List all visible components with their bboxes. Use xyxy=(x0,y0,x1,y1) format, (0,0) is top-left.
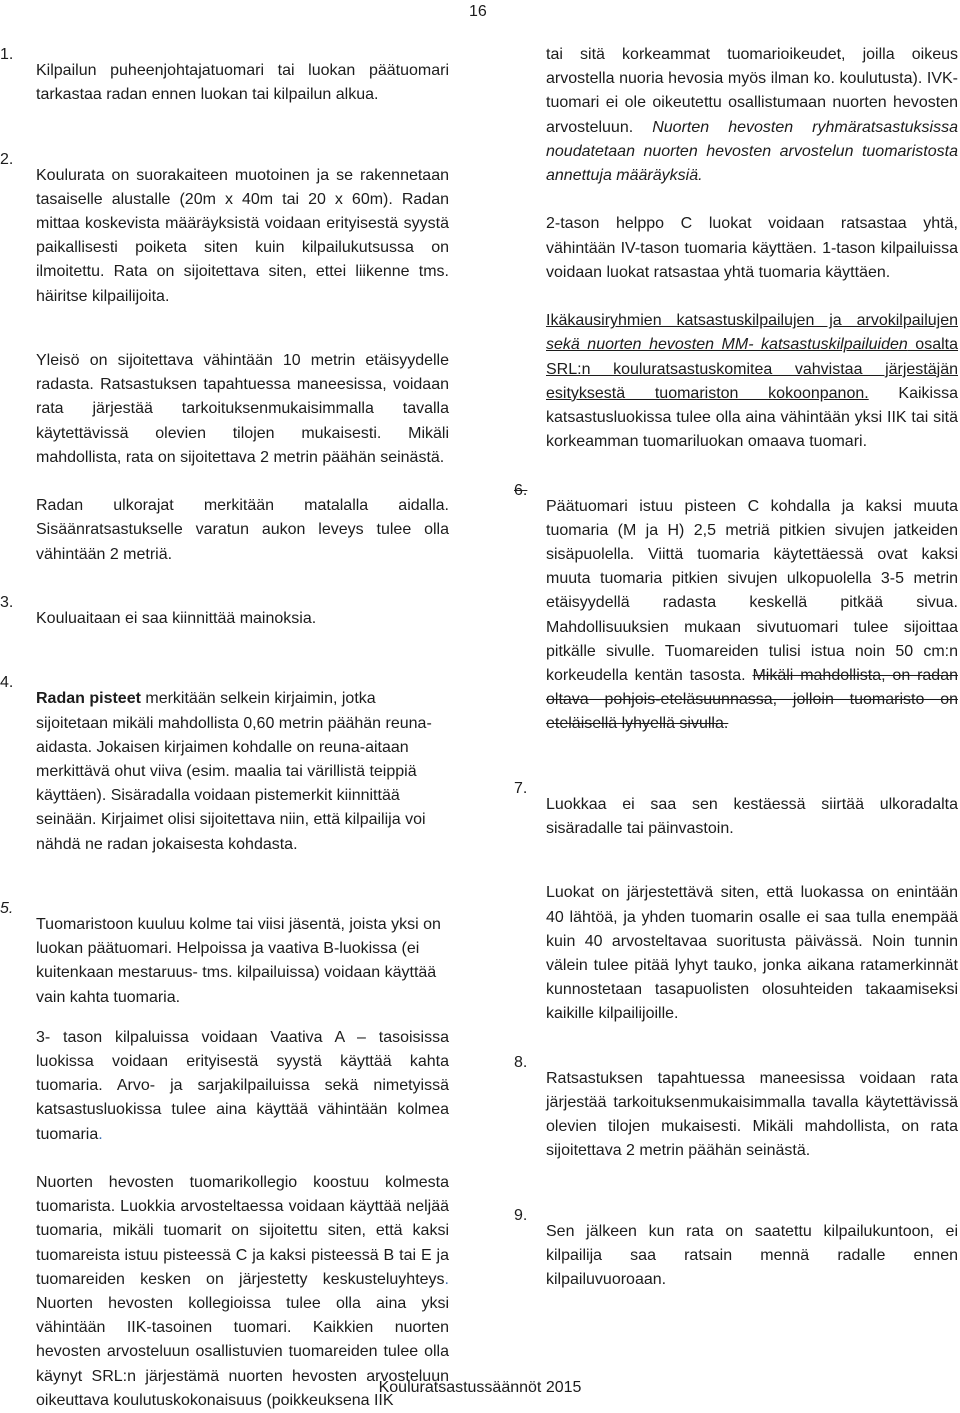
item-text-main: Päätuomari istuu pisteen C kohdalla ja kaksi muuta tuomaria (M ja H) 2,5 metriä pitkien sivujen jatkeiden sisäpuolella. Viittä tuomaria käytettäessä ovat kaksi muuta tuomaria pitkien sivujen ulkopuolella 3-5 metrin etäisyydellä radasta keskellä pitkää sivua. Mahdollisuuksien mukaan sivutuomari tulee sijoittaa pitkälle sivulle. Tuomareiden tulisi istua noin 50 cm:n korkeudella kentän tasosta. xyxy=(546,497,958,685)
item-text: Tuomaristoon kuuluu kolme tai viisi jäsentä, joista yksi on luokan päätuomari. Helpoissa ja vaativa B-luokissa (ei kuitenkaan mestaruus- tms. kilpailuissa) voidaan käyttää vain kahta tuomaria. xyxy=(36,916,441,1006)
item-text: Kouluaitaan ei saa kiinnittää mainoksia. xyxy=(36,610,317,627)
right-column xyxy=(514,43,958,1308)
item-number: 8. xyxy=(514,1053,528,1071)
item-5-championship-paragraph xyxy=(514,309,958,454)
struck-text: Mikäli mahdollista, on radan oltava pohjois-eteläsuunnassa, jolloin tuomaristo on eteläisellä lyhyellä sivulla. xyxy=(546,667,958,733)
item-text xyxy=(546,495,958,737)
underlined-italic-text: sekä nuorten hevosten MM- katsastuskilpailuiden xyxy=(546,336,908,354)
rule-item-6 xyxy=(514,479,958,753)
paragraph-text: Kaikissa katsastusluokissa tulee olla aina vähintään yksi IIK tai sitä korkeamman tuomariluokan omaava tuomari. xyxy=(546,384,958,451)
rule-item-7 xyxy=(514,777,958,857)
item-number: 5. xyxy=(0,900,14,917)
item-2-paragraph-3: Radan ulkorajat merkitään matalalla aidalla. Sisäänratsastukselle varatun aukon leveys tulee olla vähintään 2 metriä. xyxy=(36,497,449,563)
item-text xyxy=(36,687,449,856)
item-number: 9. xyxy=(514,1206,528,1224)
item-text-rest: merkitään selkein kirjaimin, jotka sijoitetaan mikäli mahdollista 0,60 metrin päähän reuna-aidasta. Jokaisen kirjaimen kohdalle on reuna-aitaan merkittävä ohut viiva (esim. maalia tai värillistä teippiä käyttäen). Sisäradalla voidaan pistemerkit kiinnittää seinään. Kirjaimet olisi sijoitettava niin, että kilpailija voi nähdä ne radan jokaisesta kohdasta. xyxy=(36,690,432,853)
item-5-paragraph-2 xyxy=(0,1026,449,1147)
page-footer: Kouluratsastussäännöt 2015 xyxy=(378,1379,582,1396)
item-text: Ratsastuksen tapahtuessa maneesissa voidaan rata järjestää tarkoituksenmukaisimmalla tavalla käytettävissä olevien tilojen mukaisesti. Mikäli mahdollista, on rata sijoitettava 2 metrin päähän seinästä. xyxy=(546,1069,958,1160)
underlined-text: osalta SRL:n kouluratsastuskomitea vahvistaa järjestäjän esityksestä tuomariston kokoonpanon. xyxy=(546,336,959,402)
italic-text: Nuorten hevosten ryhmäratsastuksissa noudatetaan nuorten hevosten arvostelun tuomaristosta annettuja määräyksiä. xyxy=(546,118,958,185)
rule-item-1 xyxy=(0,43,449,123)
paragraph-text-rest: Nuorten hevosten kollegioissa tulee olla aina yksi vähintään IIK-tasoinen tuomari. Kaikkien nuorten hevosten arvosteluun osallistuvien tuomareiden tulee olla käynyt SRL:n järjestämä nuorten hevosten arvosteluun oikeuttava koulutuskokonaisuus (poikkeuksena IIK xyxy=(36,1295,449,1409)
item-5-continuation xyxy=(514,43,958,188)
rule-item-8 xyxy=(514,1051,958,1180)
colored-period: . xyxy=(98,1125,103,1143)
item-number: 1. xyxy=(0,46,14,63)
left-column xyxy=(0,43,449,1413)
item-text: Sen jälkeen kun rata on saatettu kilpailukuntoon, ei kilpailija saa ratsain mennä radalle ennen kilpailuvuoroaan. xyxy=(546,1222,958,1289)
item-number: 2. xyxy=(0,150,14,168)
paragraph-text: tai sitä korkeammat tuomarioikeudet, joilla oikeus arvostella nuoria hevosia myös ilman ko. koulutusta). IVK-tuomari ei ole oikeutettu osallistumaan nuorten hevosten arvosteluun. xyxy=(546,46,958,136)
item-text: Luokkaa ei saa sen kestäessä siirtää ulkoradalta sisäradalle tai päinvastoin. xyxy=(546,795,958,838)
item-number: 3. xyxy=(0,594,14,611)
item-number: 4. xyxy=(0,674,14,692)
underlined-text: Ikäkausiryhmien katsastuskilpailujen ja arvokilpailujen xyxy=(546,312,958,330)
item-text: Kilpailun puheenjohtajatuomari tai luokan päätuomari tarkastaa radan ennen luokan tai kilpailun alkua. xyxy=(36,62,449,104)
rule-item-2 xyxy=(0,148,449,325)
item-number: 7. xyxy=(514,779,528,797)
paragraph-text: 3- tason kilpaluissa voidaan Vaativa A – tasoisissa luokissa voidaan erityisestä syystä käyttää kahta tuomaria. Arvo- ja sarjakilpailuissa sekä nimetyissä katsastusluokissa tulee aina käyttää vähintään kolmea tuomaria xyxy=(36,1028,449,1143)
item-7-paragraph-2: Luokat on järjestettävä siten, että luokassa on enintään 40 lähtöä, ja yhden tuomarin osalle ei saa tulla enempää kuin 40 arvosteltavaa suoritusta päivässä. Noin tunnin välein tulee pitää lyhyt tauko, jonka aikana ratamerkinnät kunnostetaan tasapuolisten olosuhteiden takaamiseksi kaikille kilpailijoille. xyxy=(546,884,958,1023)
paragraph-text: Nuorten hevosten tuomarikollegio koostuu kolmesta tuomarista. Luokkia arvosteltaessa voidaan käyttää neljää tuomaria, mikäli tuomarit on sijoitettu siten, että kaksi tuomareista istuu pisteessä C ja kaksi pisteessä B tai E ja tuomareiden kesken on järjestetty keskusteluyhteys xyxy=(36,1174,449,1288)
rule-item-9 xyxy=(514,1204,958,1309)
rule-item-3 xyxy=(0,591,449,647)
item-5-level-2-paragraph: 2-tason helppo C luokat voidaan ratsastaa yhtä, vähintään IV-tason tuomaria käyttäen. 1-tason kilpailuissa voidaan luokat ratsastaa yhtä tuomaria käyttäen. xyxy=(546,215,958,281)
rule-item-4 xyxy=(0,671,449,872)
item-text: Koulurata on suorakaiteen muotoinen ja se rakennetaan tasaiselle alustalle (20m x 40m tai 20 x 60m). Radan mittaa koskevista määräyksistä voidaan erityisestä syystä paikallisesti poiketa siten kuin kilpailukutsussa on ilmoitettu. Rata on sijoitettava siten, ettei liikenne tms. häiritse kilpailijoita. xyxy=(36,166,449,305)
item-2-paragraph-2: Yleisö on sijoitettava vähintään 10 metrin etäisyydelle radasta. Ratsastuksen tapahtuessa maneesissa, voidaan rata järjestää tarkoituksenmukaisimmalla tavalla käytettävissä olevien tilojen mukaisesti. Mikäli mahdollista, rata on sijoitettava 2 metrin päähän seinästä. xyxy=(36,352,449,466)
rule-item-5 xyxy=(0,897,449,1026)
bold-term: Radan pisteet xyxy=(36,690,141,708)
item-number: 6. xyxy=(514,481,528,499)
page-number: 16 xyxy=(469,3,487,20)
colored-period: . xyxy=(444,1270,449,1288)
